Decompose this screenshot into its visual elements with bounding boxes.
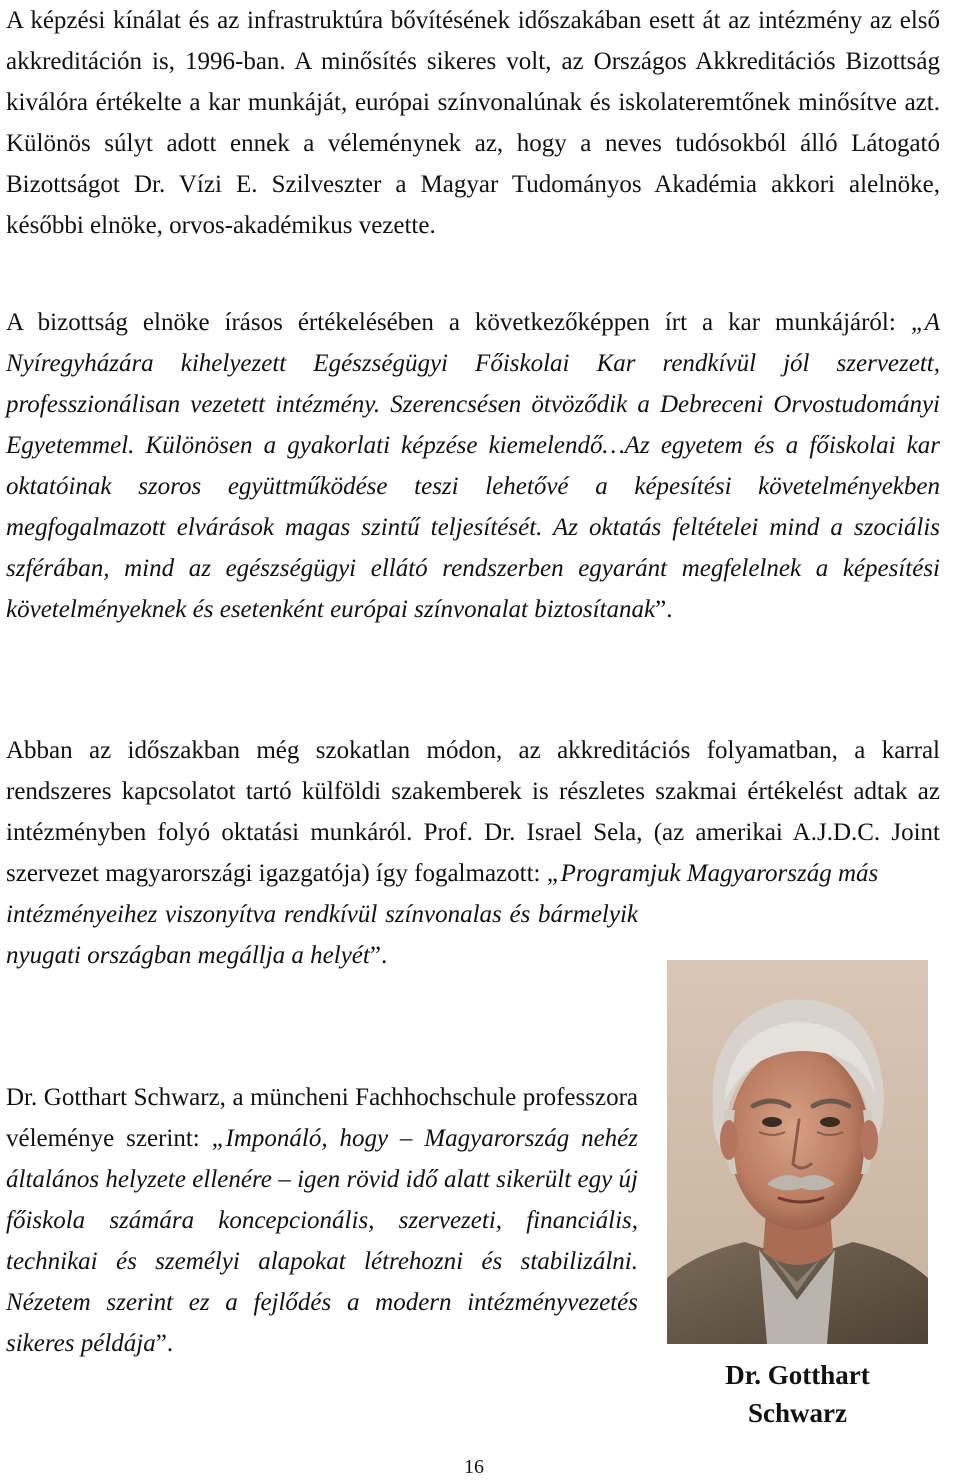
paragraph-schwarz-opinion xyxy=(6,1077,638,1364)
sela-quote-line1: „Programjuk Magyarország más xyxy=(546,860,879,887)
paragraph-committee-evaluation xyxy=(6,302,940,630)
portrait-caption-line1: Dr. Gotthart xyxy=(725,1360,870,1390)
schwarz-intro-text: Dr. Gotthart Schwarz, a müncheni Fachhochschule professzora véleménye szerint: xyxy=(6,1084,638,1152)
page-number: 16 xyxy=(464,1456,484,1478)
paragraph-accreditation xyxy=(6,0,940,246)
paragraph-foreign-experts xyxy=(6,730,940,976)
committee-quote-end: ”. xyxy=(655,596,673,623)
sela-quote-wrap xyxy=(6,894,638,976)
sela-quote-rest: intézményeihez viszonyítva rendkívül színvonalas és bármelyik nyugati országban megállja a helyét xyxy=(6,901,638,969)
sela-quote-end: ”. xyxy=(369,942,388,969)
portrait-caption xyxy=(667,1356,928,1432)
portrait-caption-line2: Schwarz xyxy=(748,1398,847,1428)
paragraph-accreditation-text: A képzési kínálat és az infrastruktúra bővítésének időszakában esett át az intézmény az első akkreditáción is, 1996-ban. A minősítés sikeres volt, az Országos Akkreditációs Bizottság kiválóra értékelte a kar munkáját, európai színvonalúnak és iskolateremtőnek minősítve azt. Különös súlyt adott ennek a véleménynek az, hogy a neves tudósokból álló Látogató Bizottságot Dr. Vízi E. Szilveszter a Magyar Tudományos Akadémia akkori alelnöke, későbbi elnöke, orvos-akadémikus vezette. xyxy=(6,7,940,239)
schwarz-quote: „Imponáló, hogy – Magyarország nehéz általános helyzete ellenére – igen rövid idő alatt sikerült egy új főiskola számára koncepcionális, szervezeti, financiális, technikai és személyi alapokat létrehozni és stabilizálni. Nézetem szerint ez a fejlődés a modern intézményvezetés sikeres példája xyxy=(6,1125,638,1357)
foreign-experts-intro-text: Abban az időszakban még szokatlan módon, az akkreditációs folyamatban, a karral rendszeres kapcsolatot tartó külföldi szakemberek is részletes szakmai értékelést adtak az intézményben folyó oktatási munkáról. Prof. Dr. Israel Sela, (az amerikai A.J.D.C. Joint szervezet magyarországi igazgatója) így fogalmazott: xyxy=(6,737,940,887)
portrait-illustration xyxy=(667,960,928,1344)
schwarz-quote-end: ”. xyxy=(155,1330,174,1357)
committee-quote: „A Nyíregyházára kihelyezett Egészségügyi Főiskolai Kar rendkívül jól szervezett, professzionálisan vezetett intézmény. Szerencsésen ötvöződik a Debreceni Orvostudományi Egyetemmel. Különösen a gyakorlati képzése kiemelendő…Az egyetem és a főiskolai kar oktatóinak szoros együttműködése teszi lehetővé a képesítési követelményekben megfogalmazott elvárások magas szintű teljesítését. Az oktatás feltételei mind a szociális szférában, mind az egészségügyi ellátó rendszerben egyaránt megfelelnek a képesítési követelményeknek és esetenként európai színvonalat biztosítanak xyxy=(6,309,940,623)
committee-intro-text: A bizottság elnöke írásos értékelésében a következőképpen írt a kar munkájáról: xyxy=(6,309,911,336)
portrait-photo xyxy=(667,960,928,1344)
